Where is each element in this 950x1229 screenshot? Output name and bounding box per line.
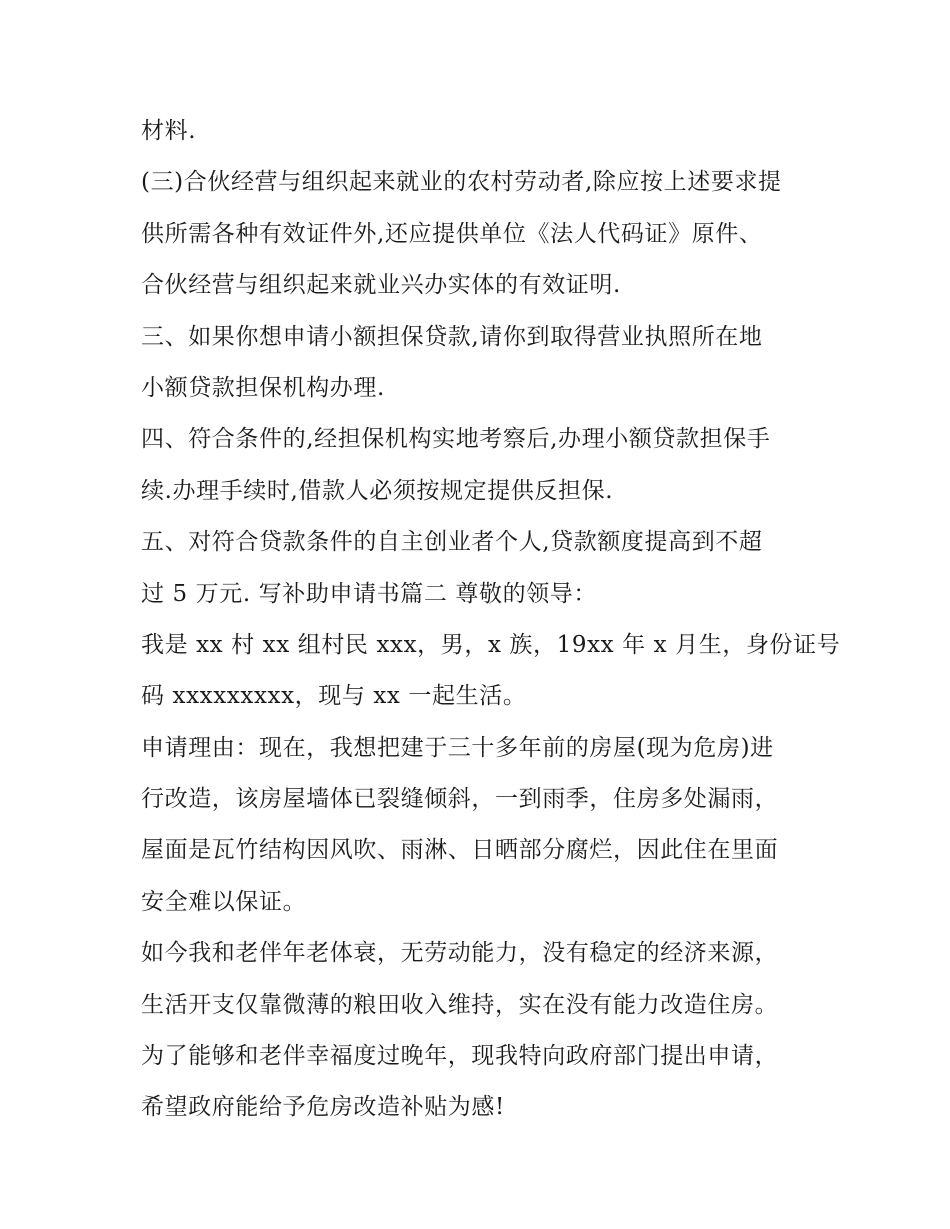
document-body <box>141 108 841 1136</box>
text-line: 安全难以保证。 <box>141 888 307 915</box>
text-line: 小额贷款担保机构办理. <box>141 374 385 401</box>
text-line: 如今我和老伴年老体衰，无劳动能力，没有稳定的经济来源， <box>141 940 779 967</box>
text-line: 希望政府能给予危房改造补贴为感! <box>141 1094 505 1121</box>
text-line: 续.办理手续时,借款人必须按规定提供反担保. <box>141 477 614 504</box>
text-line: 屋面是瓦竹结构因风吹、雨淋、日晒部分腐烂，因此住在里面 <box>141 837 779 864</box>
text-line: 为了能够和老伴幸福度过晚年，现我特向政府部门提出申请， <box>141 1043 779 1070</box>
text-line: 五、对符合贷款条件的自主创业者个人,贷款额度提高到不超 <box>141 529 763 556</box>
text-line: 行改造，该房屋墙体已裂缝倾斜，一到雨季，住房多处漏雨， <box>141 786 779 813</box>
text-line: 过 5 万元. 写补助申请书篇二 尊敬的领导： <box>141 580 597 607</box>
text-line: 申请理由：现在，我想把建于三十多年前的房屋(现为危房)进 <box>141 734 774 761</box>
text-line: 我是 xx 村 xx 组村民 xxx，男，x 族，19xx 年 x 月生，身份证号 <box>141 631 841 658</box>
text-line: 码 xxxxxxxxx，现与 xx 一起生活。 <box>141 683 527 710</box>
text-line: 三、如果你想申请小额担保贷款,请你到取得营业执照所在地 <box>141 323 763 350</box>
text-line: 四、符合条件的,经担保机构实地考察后,办理小额贷款担保手 <box>141 426 771 453</box>
text-line: 合伙经营与组织起来就业兴办实体的有效证明. <box>141 272 621 299</box>
text-line: (三)合伙经营与组织起来就业的农村劳动者,除应按上述要求提 <box>141 169 782 196</box>
text-line: 生活开支仅靠微薄的粮田收入维持，实在没有能力改造住房。 <box>141 991 779 1018</box>
text-line: 供所需各种有效证件外,还应提供单位《法人代码证》原件、 <box>141 220 763 247</box>
text-line: 材料. <box>141 118 197 144</box>
